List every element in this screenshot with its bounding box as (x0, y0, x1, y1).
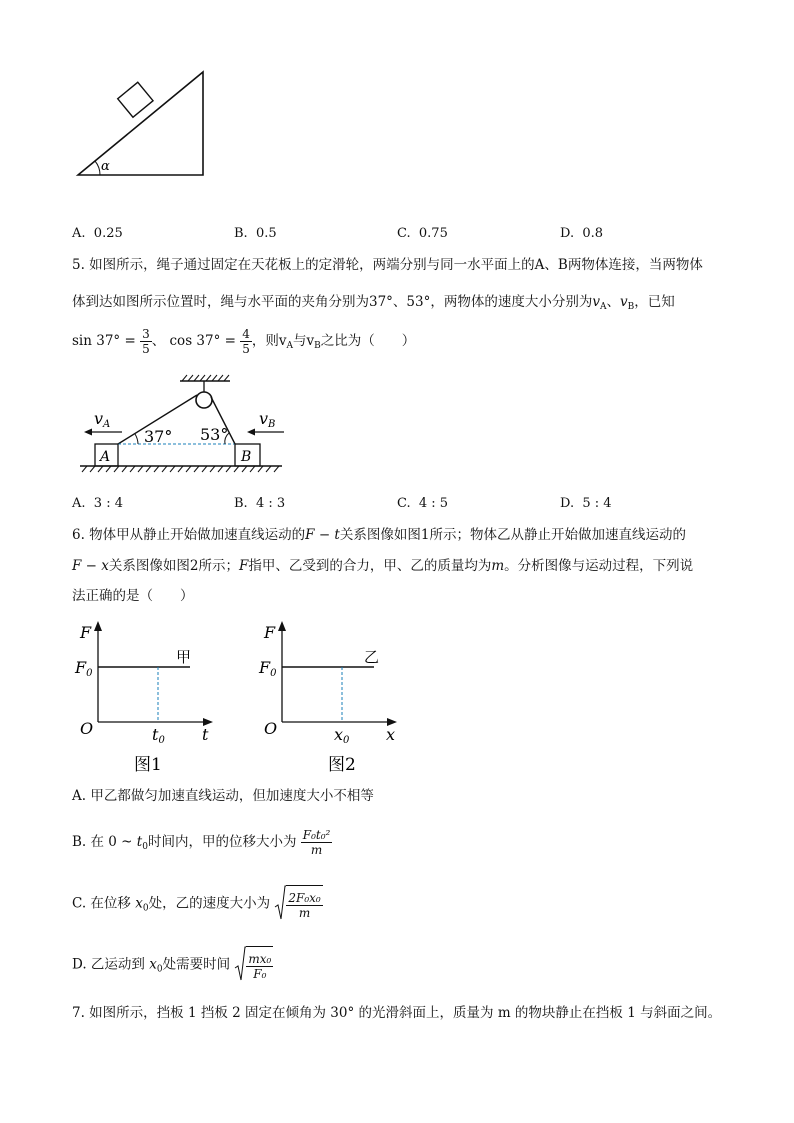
q5-option-b[interactable]: B. 4 : 3 (234, 496, 286, 511)
q5-line-1: 5. 如图所示，绳子通过固定在天花板上的定滑轮，两端分别与同一水平面上的A、B两物体连接，当两物体 (72, 257, 703, 273)
q6-graph-2 (256, 618, 406, 778)
q4-option-d[interactable]: D. 0.8 (560, 226, 604, 241)
option-b-fraction: $\frac{\text{F₀t₀²}}{m}$ (302, 828, 331, 857)
block-b-label: B (241, 449, 252, 465)
svg-text:F: F (264, 623, 276, 642)
q6-option-d[interactable]: D. 乙运动到 $x_0$处需要时间 $\frac{\text{mx₀}}{\text{F₀}}$ (72, 946, 273, 988)
svg-text:乙: 乙 (364, 648, 380, 666)
angle-53-label: 53° (200, 425, 229, 444)
q4-option-b[interactable]: B. 0.5 (234, 226, 277, 241)
q6-option-a[interactable]: A. 甲乙都做匀加速直线运动，但加速度大小不相等 (72, 788, 374, 804)
option-c-sqrt: $\frac{\text{2F₀x₀}}{m}$ (274, 885, 322, 923)
svg-text:x0: x0 (334, 725, 350, 746)
q5-option-a[interactable]: A. 3 : 4 (72, 496, 123, 511)
svg-text:甲: 甲 (176, 648, 192, 666)
svg-text:O: O (264, 719, 278, 738)
option-d-sqrt: $\frac{\text{mx₀}}{\text{F₀}}$ (234, 946, 273, 984)
q6-option-b[interactable]: B. 在 0 ~ $t_0$时间内，甲的位移大小为 $\frac{\text{F₀t₀²}}{m}$ (72, 828, 331, 857)
incline-figure (70, 62, 220, 187)
q5-option-d[interactable]: D. 5 : 4 (560, 496, 612, 511)
svg-text:F: F (80, 623, 92, 642)
q6-option-c[interactable]: C. 在位移 $x_0$处，乙的速度大小为 $\frac{\text{2F₀x₀}}{m}$ (72, 885, 323, 927)
svg-text:O: O (80, 719, 94, 738)
angle-arc (95, 161, 100, 175)
q4-option-a[interactable]: A. 0.25 (72, 226, 123, 241)
q5-line-3: sin 37° = $\frac{3}{5}$ 、 cos 37° = $\frac{4}{5}$ ，则$v_A$与$v_B$之比为（ ） (72, 327, 416, 356)
q5-line-2: 体到达如图所示位置时，绳与水平面的夹角分别为37°、53°，两物体的速度大小分别为$v_A$、$v_B$，已知 (72, 294, 675, 312)
pulley-wheel (196, 392, 212, 408)
svg-text:x: x (386, 725, 396, 744)
svg-text:t0: t0 (152, 725, 165, 746)
q6-line-2: F − x关系图像如图2所示；F指甲、乙受到的合力，甲、乙的质量均为m。分析图像与运动过程，下列说 (72, 558, 694, 574)
svg-text:图2: 图2 (328, 755, 356, 775)
svg-text:t: t (202, 725, 209, 744)
q6-line-1: 6. 物体甲从静止开始做加速直线运动的F − t关系图像如图1所示；物体乙从静止开始做加速直线运动的 (72, 527, 686, 543)
vB-label: vB (259, 409, 276, 430)
sin-fraction: $\frac{3}{5}$ (142, 327, 150, 356)
angle-label-alpha: α (101, 159, 110, 174)
block-a-label: A (100, 449, 111, 465)
pulley-figure (76, 372, 291, 478)
q6-line-3: 法正确的是（ ） (72, 588, 194, 604)
q7-line-1: 7. 如图所示，挡板 1 挡板 2 固定在倾角为 30° 的光滑斜面上，质量为 m 的物块静止在挡板 1 与斜面之间。 (72, 1005, 722, 1021)
q4-option-c[interactable]: C. 0.75 (397, 226, 448, 241)
vA-label: vA (94, 409, 111, 430)
svg-text:F0: F0 (75, 658, 93, 679)
q6-graph-1 (72, 618, 222, 778)
svg-text:图1: 图1 (134, 755, 162, 775)
angle-37-label: 37° (144, 427, 173, 446)
cos-fraction: $\frac{4}{5}$ (242, 327, 250, 356)
svg-text:F0: F0 (259, 658, 277, 679)
q5-option-c[interactable]: C. 4 : 5 (397, 496, 449, 511)
block-on-incline (118, 82, 153, 117)
